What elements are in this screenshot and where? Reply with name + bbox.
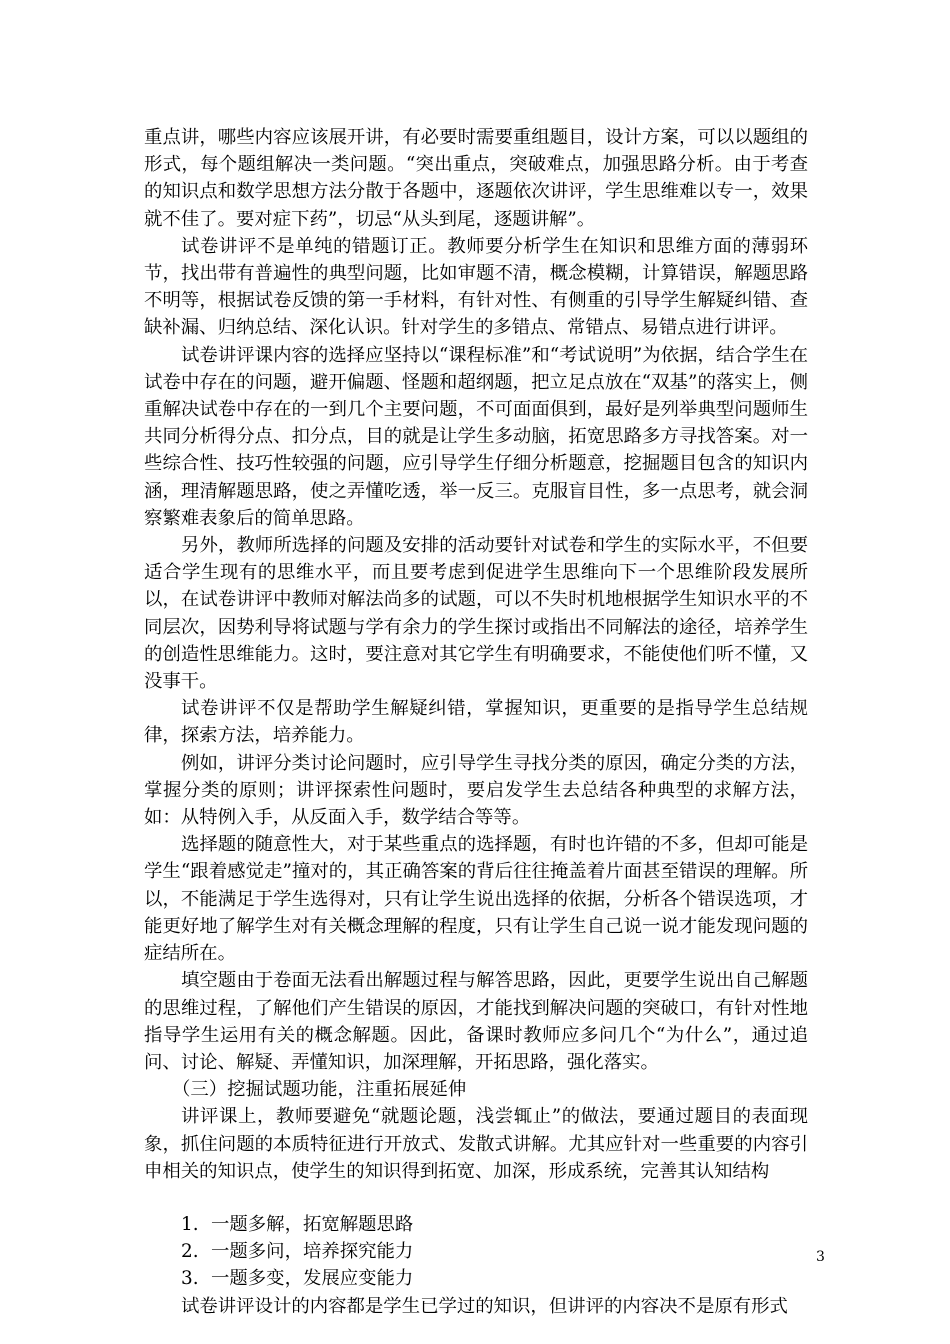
paragraph-content-selection: 试卷讲评课内容的选择应坚持以“课程标准”和“考试说明”为依据，结合学生在试卷中存在的问题，避开偏题、怪题和超纲题，把立足点放在“双基”的落实上，侧重解决试卷中存在的一到几个主要问题，不可面面俱到，最好是列举典型问题师生共同分析得分点、扣分点，目的就是让学生多动脑，拓宽思路多方寻找答案。对一些综合性、技巧性较强的问题，应引导学生仔细分析题意，挖掘题目包含的知识内涵，理清解题思路，使之弄懂吃透，举一反三。克服盲目性，多一点思考，就会洞察繁难表象后的简单思路。 xyxy=(144,344,808,529)
paragraph-summarize-rules: 试卷讲评不仅是帮助学生解疑纠错，掌握知识，更重要的是指导学生总结规律，探索方法，培养能力。 xyxy=(144,698,808,747)
section-heading: （三）挖掘试题功能，注重拓展延伸 xyxy=(172,1079,467,1101)
paragraph-student-level: 另外，教师所选择的问题及安排的活动要针对试卷和学生的实际水平，不但要适合学生现有的思维水平，而且要考虑到促进学生思维向下一个思维阶段发展所以，在试卷讲评中教师对解法尚多的试题，可以不失时机地根据学生知识水平的不同层次，因势利导将试题与学有余力的学生探讨或指出不同解法的途径，培养学生的创造性思维能力。这时，要注意对其它学生有明确要求，不能使他们听不懂，又没事干。 xyxy=(144,535,808,693)
list-text: 一题多变，发展应变能力 xyxy=(211,1268,414,1290)
paragraph-multiple-choice: 选择题的随意性大，对于某些重点的选择题，有时也许错的不多，但却可能是学生“跟着感觉走”撞对的，其正确答案的背后往往掩盖着片面甚至错误的理解。所以，不能满足于学生选得对，只有让学生说出选择的依据，分析各个错误选项，才能更好地了解学生对有关概念理解的程度，只有让学生自己说一说才能发现问题的症结所在。 xyxy=(144,834,808,965)
paragraph-example: 例如，讲评分类讨论问题时，应引导学生寻找分类的原因，确定分类的方法，掌握分类的原则；讲评探索性问题时，要启发学生去总结各种典型的求解方法，如：从特例入手，从反面入手，数学结合等等。 xyxy=(144,752,808,829)
paragraph-closing: 试卷讲评设计的内容都是学生已学过的知识，但讲评的内容决不是原有形式 xyxy=(181,1295,788,1317)
numbered-list xyxy=(144,1211,808,1293)
list-text: 一题多问，培养探究能力 xyxy=(211,1241,414,1263)
list-item xyxy=(144,1265,808,1292)
blank-line xyxy=(144,1185,808,1211)
list-number: 2. xyxy=(181,1241,199,1263)
paragraph-continuation: 重点讲，哪些内容应该展开讲，有必要时需要重组题目，设计方案，可以以题组的形式，每个题组解决一类问题。“突出重点，突破难点，加强思路分析。由于考查的知识点和数学思想方法分散于各题中，逐题依次讲评，学生思维难以专一，效果就不佳了。要对症下药”，切忌“从头到尾，逐题讲解”。 xyxy=(144,127,808,230)
list-number: 3. xyxy=(181,1268,199,1290)
page-number: 3 xyxy=(816,1249,825,1265)
paragraph-error-correction: 试卷讲评不是单纯的错题订正。教师要分析学生在知识和思维方面的薄弱环节，找出带有普遍性的典型问题，比如审题不清，概念模糊，计算错误，解题思路不明等，根据试卷反馈的第一手材料，有针对性、有侧重的引导学生解疑纠错、查缺补漏、归纳总结、深化认识。针对学生的多错点、常错点、易错点进行讲评。 xyxy=(144,235,808,339)
list-item xyxy=(144,1238,808,1265)
list-number: 1. xyxy=(181,1213,199,1235)
list-text: 一题多解，拓宽解题思路 xyxy=(211,1213,414,1235)
paragraph-extension: 讲评课上，教师要避免“就题论题，浅尝辄止”的做法，要通过题目的表面现象，抓住问题的本质特征进行开放式、发散式讲解。尤其应针对一些重要的内容引申相关的知识点，使学生的知识得到拓宽、加深，形成系统，完善其认知结构 xyxy=(144,1106,808,1182)
list-item xyxy=(144,1211,808,1238)
page-body xyxy=(144,124,808,1320)
paragraph-fill-blank: 填空题由于卷面无法看出解题过程与解答思路，因此，更要学生说出自己解题的思维过程，了解他们产生错误的原因，才能找到解决问题的突破口，有针对性地指导学生运用有关的概念解题。因此，备课时教师应多问几个“为什么”，通过追问、讨论、解疑、弄懂知识，加深理解，开拓思路，强化落实。 xyxy=(144,970,808,1073)
